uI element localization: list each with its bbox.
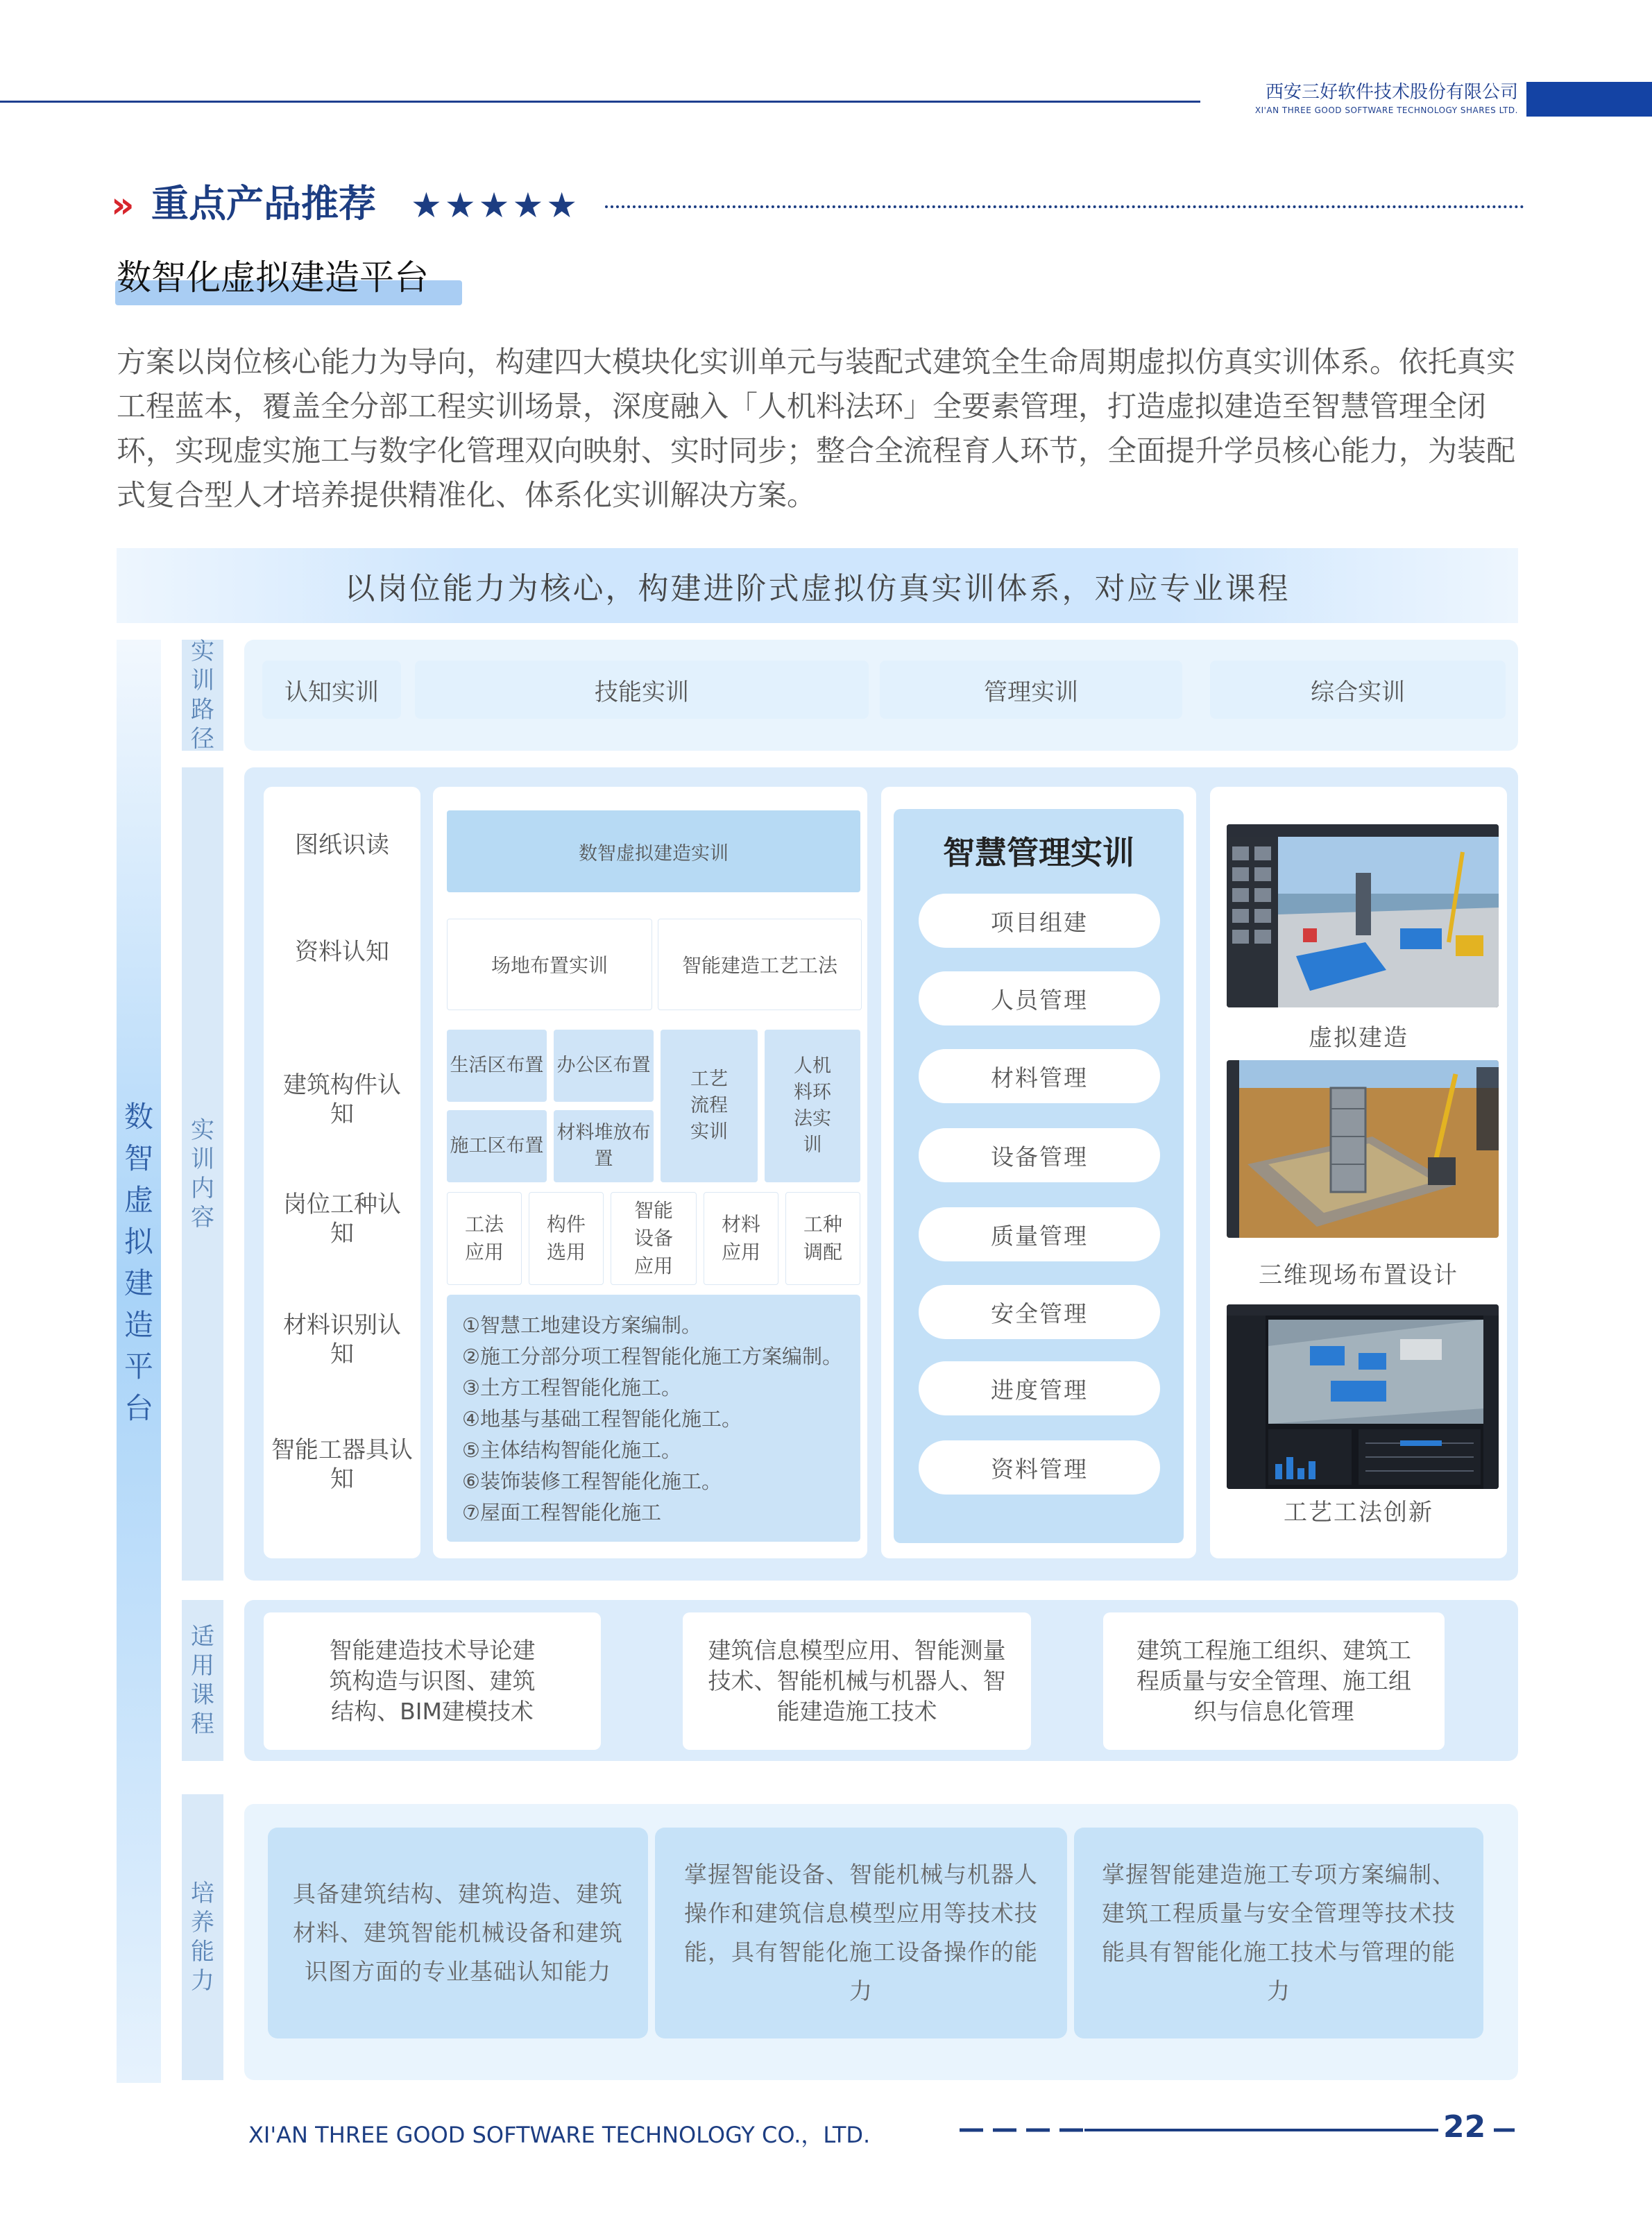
skill-row-method: 工法应用 [447,1192,522,1285]
product-title: 数智化虚拟建造平台 [117,257,429,298]
image-caption: 虚拟建造 [1309,1024,1408,1052]
row-label-ability: 培养能力 [182,1794,223,2080]
skill-sub-craft: 智能建造工艺工法 [658,919,862,1010]
skill-cell-office: 办公区布置 [554,1030,654,1102]
chevron-right-icon: » [111,185,135,226]
cognition-item: 智能工器具认知 [271,1436,413,1493]
cognition-item: 图纸识读 [295,831,389,859]
cognition-item: 建筑构件认知 [283,1071,401,1128]
virtual-construction-image [1227,824,1499,1007]
row-label-courses: 适用课程 [182,1600,223,1761]
tab-skill[interactable]: 技能实训 [415,661,869,719]
management-item: 安全管理 [919,1285,1160,1339]
skill-cell-mmmee: 人机料环法实训 [765,1030,860,1182]
management-item: 设备管理 [919,1128,1160,1182]
section-divider [605,205,1524,208]
course-block: 建筑信息模型应用、智能测量技术、智能机械与机器人、智能建造施工技术 [683,1612,1031,1750]
course-block: 建筑工程施工组织、建筑工程质量与安全管理、施工组织与信息化管理 [1103,1612,1445,1750]
tab-cognition[interactable]: 认知实训 [262,661,401,719]
list-item: ②施工分部分项工程智能化施工方案编制。 [462,1345,842,1368]
skill-cell-process: 工艺流程实训 [661,1030,758,1182]
footer-company: XI'AN THREE GOOD SOFTWARE TECHNOLOGY CO.，LTD. [248,2122,871,2148]
skill-cell-material-stack: 材料堆放布置 [554,1110,654,1182]
skill-cell-construction: 施工区布置 [447,1110,547,1182]
skill-cell-living: 生活区布置 [447,1030,547,1102]
platform-label: 数智虚拟建造平台 [124,1100,153,1425]
ability-block: 掌握智能设备、智能机械与机器人操作和建筑信息模型应用等技术技能，具有智能化施工设备操作的能力 [655,1828,1067,2038]
row-label-path: 实训路径 [182,640,223,751]
ability-block: 掌握智能建造施工专项方案编制、建筑工程质量与安全管理等技术技能具有智能化施工技术与管理的能力 [1074,1828,1483,2038]
diagram-banner: 以岗位能力为核心，构建进阶式虚拟仿真实训体系，对应专业课程 [117,548,1518,623]
management-item: 材料管理 [919,1049,1160,1103]
list-item: ①智慧工地建设方案编制。 [462,1313,701,1337]
list-item: ③土方工程智能化施工。 [462,1376,681,1399]
header-brand-block [1526,82,1652,117]
cognition-item: 材料识别认知 [283,1311,401,1368]
list-item: ⑦屋面工程智能化施工 [462,1501,661,1524]
course-block: 智能建造技术导论建筑构造与识图、建筑结构、BIM建模技术 [264,1612,601,1750]
section-title: 重点产品推荐 [151,182,376,225]
management-item: 质量管理 [919,1207,1160,1261]
image-caption: 三维现场布置设计 [1259,1261,1458,1289]
management-item: 资料管理 [919,1440,1160,1495]
site-layout-image [1227,1060,1499,1238]
management-title: 智慧管理实训 [943,834,1134,871]
cognition-item: 岗位工种认知 [283,1191,401,1248]
skill-row-worker: 工种调配 [785,1192,860,1285]
skill-row-component: 构件选用 [529,1192,604,1285]
header-company-cn: 西安三好软件技术股份有限公司 [1265,82,1518,103]
skill-header: 数智虚拟建造实训 [447,810,860,892]
tab-management[interactable]: 管理实训 [880,661,1182,719]
tab-comprehensive[interactable]: 综合实训 [1210,661,1506,719]
list-item: ⑤主体结构智能化施工。 [462,1438,681,1462]
image-caption: 工艺工法创新 [1284,1499,1433,1526]
management-item: 人员管理 [919,971,1160,1025]
management-item: 项目组建 [919,894,1160,948]
footer-rule [960,2126,1515,2134]
craft-innovation-image [1227,1304,1499,1489]
header-rule [0,101,1200,103]
list-item: ④地基与基础工程智能化施工。 [462,1407,742,1431]
management-item: 进度管理 [919,1361,1160,1415]
star-rating: ★★★★★ [411,185,581,225]
cognition-item: 资料认知 [295,938,389,966]
ability-block: 具备建筑结构、建筑构造、建筑材料、建筑智能机械设备和建筑识图方面的专业基础认知能力 [268,1828,648,2038]
skill-list [447,1295,860,1542]
page-number: 22 [1443,2109,1486,2145]
skill-row-device: 智能设备应用 [611,1192,697,1285]
skill-row-material: 材料应用 [704,1192,778,1285]
header-company-en: XI'AN THREE GOOD SOFTWARE TECHNOLOGY SHARES LTD. [1254,105,1518,115]
product-intro: 方案以岗位核心能力为导向，构建四大模块化实训单元与装配式建筑全生命周期虚拟仿真实训体系。依托真实工程蓝本，覆盖全分部工程实训场景，深度融入「人机料法环」全要素管理，打造虚拟建造至智慧管理全闭环，实现虚实施工与数字化管理双向映射、实时同步；整合全流程育人环节，全面提升学员核心能力，为装配式复合型人才培养提供精准化、体系化实训解决方案。 [117,345,1516,512]
skill-sub-site: 场地布置实训 [447,919,652,1010]
list-item: ⑥装饰装修工程智能化施工。 [462,1470,722,1493]
row-label-content: 实训内容 [182,767,223,1581]
